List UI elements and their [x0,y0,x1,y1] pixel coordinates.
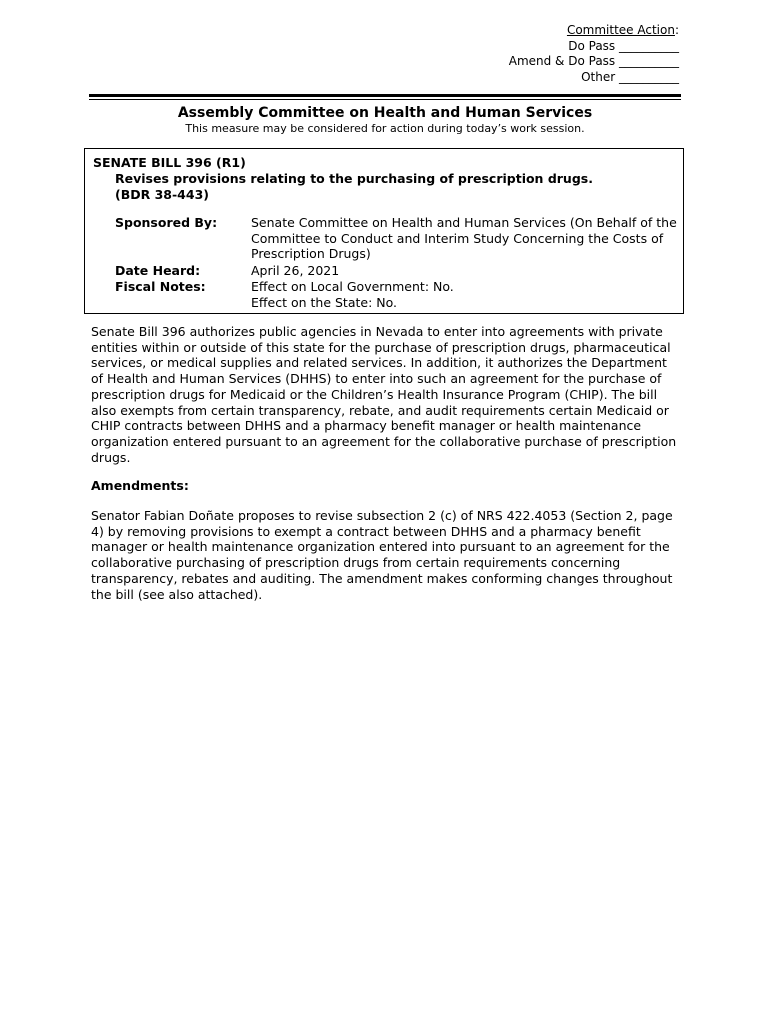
committee-action-colon: : [674,23,679,37]
bill-description-paragraph: Senate Bill 396 authorizes public agencies in Nevada to enter into agreements with private entities within or outside of this state for the purchase of prescription drugs, pharmaceutical services, or medical supplies and related services. In addition, it authorizes the Department of Health and Human Services (DHHS) to enter into such an agreement for the purchase of prescription drugs for Medicaid or the Children’s Health Insurance Program (CHIP). The bill also exempts from certain transparency, rebate, and audit requirements certain Medicaid or CHIP contracts between DHHS and a pharmacy benefit manager or health maintenance organization entered pursuant to an agreement for the collaborative purchase of prescription drugs. [91,324,677,465]
amend-do-pass-line: Amend & Do Pass __________ [508,54,679,69]
bill-number: SENATE BILL 396 (R1) [93,155,246,170]
sponsored-by-label: Sponsored By: [115,215,218,230]
sponsored-by-value: Senate Committee on Health and Human Services (On Behalf of the Committee to Conduct and Interim Study Concerning the Costs of Prescription Drugs) [251,215,677,262]
bill-summary: Revises provisions relating to the purchasing of prescription drugs. [115,171,593,186]
amendments-paragraph: Senator Fabian Doñate proposes to revise subsection 2 (c) of NRS 422.4053 (Section 2, page 4) by removing provisions to exempt a contract between DHHS and a pharmacy benefit manager or health maintenance organization entered into pursuant to an agreement for the collaborative purchasing of prescription drugs from certain requirements concerning transparency, rebates and auditing. The amendment makes conforming changes throughout the bill (see also attached). [91,508,673,602]
fiscal-notes-label: Fiscal Notes: [115,279,206,294]
date-heard-label: Date Heard: [115,263,201,278]
committee-title: Assembly Committee on Health and Human Services [177,105,593,121]
committee-action-title: Committee Action [566,23,675,37]
committee-action-block [509,23,679,85]
amendments-heading: Amendments: [91,478,189,493]
committee-action-title-line [509,23,679,39]
header-rule-thin [89,99,681,100]
do-pass-line: Do Pass __________ [568,38,679,53]
date-heard-value: April 26, 2021 [251,263,340,278]
fiscal-state-value: Effect on the State: No. [251,295,398,310]
bill-info-box [84,148,684,314]
header-rule-thick [89,94,681,97]
bill-bdr: (BDR 38-443) [115,187,209,202]
committee-subtitle: This measure may be considered for action during today’s work session. [185,122,585,135]
other-line: Other __________ [581,69,679,84]
fiscal-local-value: Effect on Local Government: No. [251,279,454,294]
